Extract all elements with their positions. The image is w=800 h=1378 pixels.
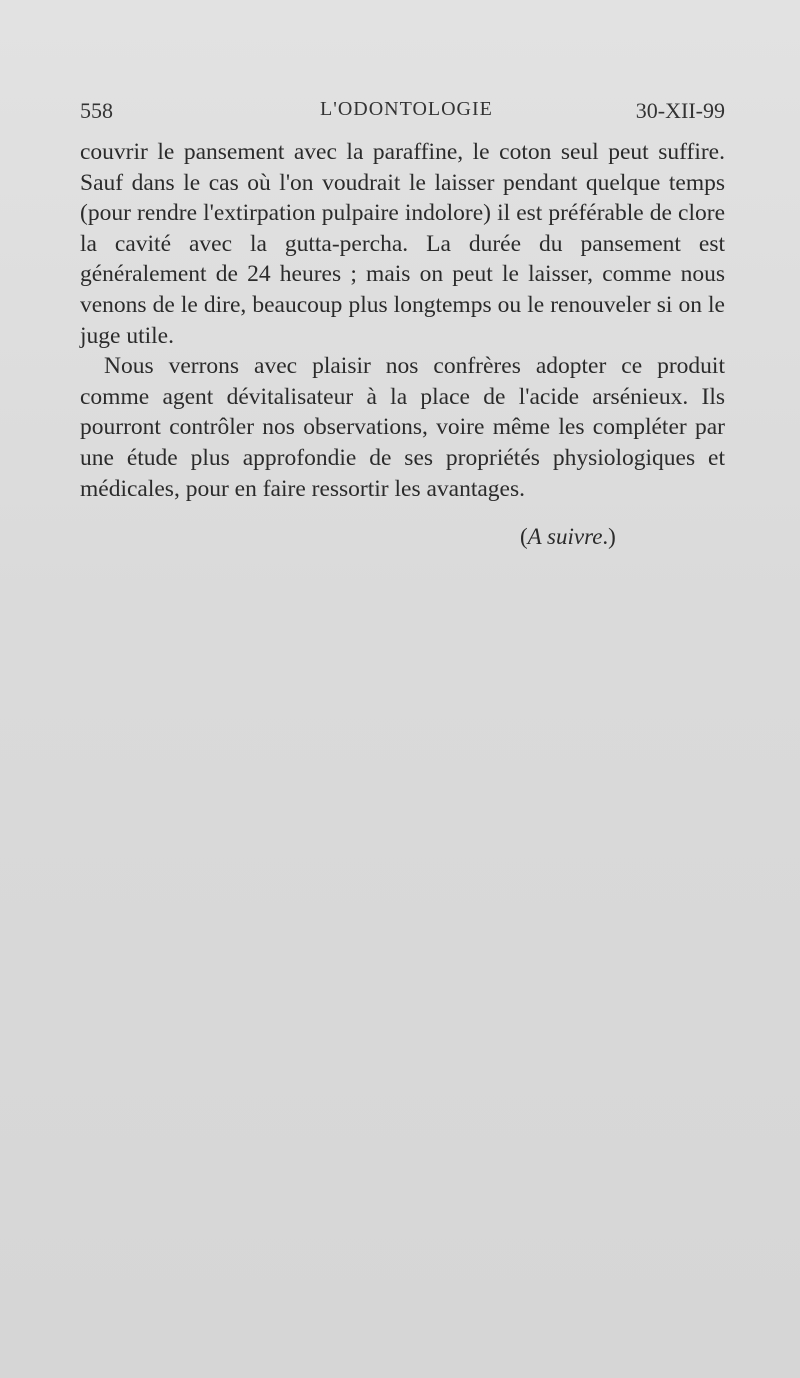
continuation-note bbox=[520, 524, 616, 550]
bleed-through-texture bbox=[70, 520, 730, 1220]
article-body bbox=[80, 137, 725, 504]
paragraph: Nous verrons avec plaisir nos confrères adopter ce produit comme agent dévitalisateur à la place de l'acide arsénieux. Ils pourront contrôler nos observations, voire même les compléter par une étude plus approfondie de ses propriétés physiologiques et médicales, pour en faire ressortir les avantages. bbox=[80, 353, 725, 502]
issue-date: 30-XII-99 bbox=[635, 98, 725, 123]
page-number: 558 bbox=[80, 98, 113, 123]
paragraph: couvrir le pansement avec la paraffine, le coton seul peut suffire. Sauf dans le cas où l'on voudrait le laisser pendant quelque temps (pour rendre l'extirpation pulpaire indolore) il est préférable de clore la cavité avec la gutta-percha. La durée du pansement est généralement de 24 heures ; mais on peut le laisser, comme nous venons de le dire, beaucoup plus longtemps ou le renouveler si on le juge utile. bbox=[80, 139, 725, 349]
running-header bbox=[80, 98, 725, 132]
continuation-open-paren: ( bbox=[520, 524, 528, 549]
journal-title: L'ODONTOLOGIE bbox=[320, 98, 493, 120]
continuation-close-paren: .) bbox=[602, 524, 616, 549]
continuation-text: A suivre bbox=[527, 524, 603, 549]
